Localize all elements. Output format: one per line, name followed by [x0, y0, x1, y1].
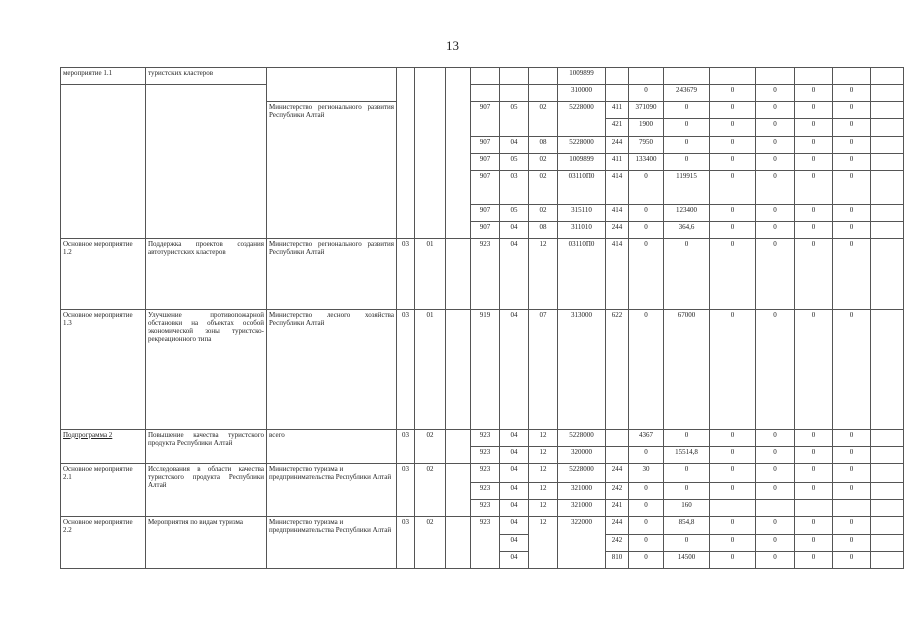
- row-label: Подпрограмма 2: [61, 429, 146, 463]
- value-cell: 0: [710, 534, 756, 551]
- grbs-cell: 923: [471, 239, 500, 310]
- pr-cell: 12: [529, 464, 558, 483]
- value-cell: 0: [833, 205, 871, 222]
- value-cell: 0: [629, 309, 664, 429]
- value-cell: 0: [710, 153, 756, 170]
- csr-cell: 321000: [558, 483, 606, 500]
- pr-cell: 12: [529, 429, 558, 446]
- value-cell: 0: [629, 170, 664, 204]
- code-cell: 03: [397, 464, 415, 517]
- value-cell: [871, 68, 904, 85]
- vr-cell: 622: [606, 309, 629, 429]
- pr-cell: 12: [529, 446, 558, 463]
- value-cell: 0: [629, 205, 664, 222]
- value-cell: 119915: [664, 170, 710, 204]
- value-cell: [871, 500, 904, 517]
- pr-cell: 12: [529, 483, 558, 500]
- value-cell: 0: [833, 429, 871, 446]
- code-cell: 03: [397, 309, 415, 429]
- value-cell: 4367: [629, 429, 664, 446]
- vr-cell: 414: [606, 239, 629, 310]
- table-row: [61, 464, 904, 483]
- table-row: [61, 239, 904, 310]
- value-cell: 0: [710, 446, 756, 463]
- value-cell: 0: [833, 119, 871, 136]
- value-cell: 0: [795, 464, 833, 483]
- value-cell: 0: [833, 551, 871, 568]
- value-cell: 0: [629, 517, 664, 534]
- value-cell: 0: [756, 153, 795, 170]
- value-cell: 0: [629, 446, 664, 463]
- value-cell: 15514,8: [664, 446, 710, 463]
- value-cell: [871, 170, 904, 204]
- value-cell: [664, 68, 710, 85]
- value-cell: 0: [710, 170, 756, 204]
- value-cell: 0: [795, 222, 833, 239]
- value-cell: 67000: [664, 309, 710, 429]
- pr-cell: 07: [529, 309, 558, 429]
- value-cell: 0: [833, 446, 871, 463]
- csr-cell: 310000: [558, 85, 606, 102]
- value-cell: 133400: [629, 153, 664, 170]
- row-label: Основное мероприятие 2.2: [61, 517, 146, 569]
- vr-cell: 414: [606, 170, 629, 204]
- value-cell: [871, 309, 904, 429]
- row-description: Мероприятия по видам туризма: [146, 517, 267, 569]
- vr-cell: [606, 429, 629, 446]
- grbs-cell: 923: [471, 483, 500, 500]
- rz-cell: 04: [500, 464, 529, 483]
- value-cell: [871, 85, 904, 102]
- value-cell: 0: [795, 119, 833, 136]
- value-cell: 0: [795, 153, 833, 170]
- value-cell: [871, 483, 904, 500]
- rz-cell: 04: [500, 534, 529, 551]
- value-cell: 7950: [629, 136, 664, 153]
- vr-cell: 244: [606, 464, 629, 483]
- vr-cell: 242: [606, 483, 629, 500]
- value-cell: 0: [833, 309, 871, 429]
- row-label: Основное мероприятие 2.1: [61, 464, 146, 517]
- grbs-cell: 923: [471, 446, 500, 463]
- csr-cell: 5228000: [558, 136, 606, 153]
- vr-cell: 810: [606, 551, 629, 568]
- value-cell: 0: [795, 239, 833, 310]
- vr-cell: 411: [606, 102, 629, 119]
- grbs-cell: 907: [471, 153, 500, 170]
- value-cell: [871, 102, 904, 119]
- grbs-cell: 923: [471, 429, 500, 446]
- value-cell: [871, 517, 904, 534]
- value-cell: 0: [833, 239, 871, 310]
- value-cell: 0: [833, 534, 871, 551]
- value-cell: 854,8: [664, 517, 710, 534]
- row-label: Основное мероприятие 1.2: [61, 239, 146, 310]
- responsible-cell: Министерство регионального развития Республики Алтай: [267, 239, 397, 310]
- value-cell: 371090: [629, 102, 664, 119]
- rz-cell: 04: [500, 429, 529, 446]
- value-cell: 0: [833, 102, 871, 119]
- value-cell: [871, 205, 904, 222]
- csr-cell: 5228000: [558, 429, 606, 446]
- value-cell: 0: [756, 239, 795, 310]
- grbs-cell: 923: [471, 500, 500, 517]
- row-label: [61, 85, 146, 239]
- row-description: Поддержка проектов создания автотуристских кластеров: [146, 239, 267, 310]
- value-cell: [629, 68, 664, 85]
- table-row: [61, 517, 904, 534]
- csr-cell: 5228000: [558, 464, 606, 483]
- value-cell: 0: [710, 119, 756, 136]
- value-cell: 0: [833, 136, 871, 153]
- rz-cell: 03: [500, 170, 529, 204]
- csr-cell: 5228000: [558, 102, 606, 136]
- row-label: мероприятие 1.1: [61, 68, 146, 85]
- value-cell: 0: [629, 239, 664, 310]
- value-cell: 0: [756, 534, 795, 551]
- value-cell: 0: [710, 483, 756, 500]
- value-cell: 0: [629, 222, 664, 239]
- code-cell: [446, 517, 471, 569]
- pr-cell: [529, 85, 558, 102]
- value-cell: [871, 119, 904, 136]
- value-cell: 0: [756, 136, 795, 153]
- grbs-cell: 907: [471, 222, 500, 239]
- pr-cell: 02: [529, 102, 558, 136]
- value-cell: 0: [756, 551, 795, 568]
- value-cell: 0: [795, 429, 833, 446]
- vr-cell: [606, 85, 629, 102]
- pr-cell: 08: [529, 136, 558, 153]
- rz-cell: 05: [500, 153, 529, 170]
- vr-cell: [606, 68, 629, 85]
- code-cell: 03: [397, 429, 415, 463]
- responsible-cell: Министерство лесного хозяйства Республики Алтай: [267, 309, 397, 429]
- csr-cell: 03110П0: [558, 239, 606, 310]
- value-cell: 0: [664, 153, 710, 170]
- grbs-cell: 923: [471, 517, 500, 569]
- code-cell: 03: [397, 517, 415, 569]
- value-cell: 0: [833, 464, 871, 483]
- csr-cell: 321000: [558, 500, 606, 517]
- row-description: туристских кластеров: [146, 68, 267, 85]
- value-cell: 0: [710, 102, 756, 119]
- grbs-cell: 923: [471, 464, 500, 483]
- csr-cell: 315110: [558, 205, 606, 222]
- value-cell: 0: [756, 446, 795, 463]
- table-row: [61, 429, 904, 446]
- value-cell: [871, 551, 904, 568]
- vr-cell: 244: [606, 517, 629, 534]
- vr-cell: [606, 446, 629, 463]
- value-cell: 123400: [664, 205, 710, 222]
- value-cell: 0: [629, 551, 664, 568]
- value-cell: 0: [795, 205, 833, 222]
- value-cell: 0: [833, 170, 871, 204]
- rz-cell: 04: [500, 517, 529, 534]
- pr-cell: 02: [529, 153, 558, 170]
- row-description: Улучшение противопожарной обстановки на объектах особой экономической зоны туристско-рекреационного типа: [146, 309, 267, 429]
- value-cell: [871, 239, 904, 310]
- csr-cell: 322000: [558, 517, 606, 569]
- code-cell: 02: [415, 429, 446, 463]
- value-cell: 0: [756, 309, 795, 429]
- table-row: [61, 68, 904, 85]
- value-cell: [871, 222, 904, 239]
- value-cell: 0: [756, 170, 795, 204]
- value-cell: 0: [795, 551, 833, 568]
- code-cell: [397, 68, 415, 239]
- csr-cell: 1009899: [558, 68, 606, 85]
- value-cell: 0: [710, 205, 756, 222]
- program-table: [60, 67, 904, 569]
- vr-cell: 244: [606, 136, 629, 153]
- vr-cell: 242: [606, 534, 629, 551]
- value-cell: 1900: [629, 119, 664, 136]
- value-cell: 0: [795, 517, 833, 534]
- value-cell: [871, 464, 904, 483]
- value-cell: 0: [629, 85, 664, 102]
- value-cell: [756, 500, 795, 517]
- grbs-cell: [471, 68, 500, 85]
- value-cell: 0: [795, 534, 833, 551]
- value-cell: [833, 68, 871, 85]
- value-cell: [795, 500, 833, 517]
- value-cell: 0: [710, 464, 756, 483]
- value-cell: 0: [833, 85, 871, 102]
- value-cell: 0: [756, 85, 795, 102]
- value-cell: 0: [795, 85, 833, 102]
- value-cell: 160: [664, 500, 710, 517]
- value-cell: 0: [710, 429, 756, 446]
- grbs-cell: 907: [471, 170, 500, 204]
- program-table-container: [60, 67, 892, 569]
- pr-cell: 12: [529, 517, 558, 569]
- value-cell: 0: [629, 483, 664, 500]
- value-cell: [710, 68, 756, 85]
- value-cell: 0: [756, 119, 795, 136]
- value-cell: [871, 534, 904, 551]
- vr-cell: 414: [606, 205, 629, 222]
- value-cell: 0: [756, 517, 795, 534]
- code-cell: 01: [415, 309, 446, 429]
- code-cell: [446, 309, 471, 429]
- rz-cell: 04: [500, 551, 529, 568]
- pr-cell: [529, 68, 558, 85]
- value-cell: [795, 68, 833, 85]
- value-cell: 0: [664, 239, 710, 310]
- vr-cell: 244: [606, 222, 629, 239]
- value-cell: 0: [664, 464, 710, 483]
- value-cell: [871, 136, 904, 153]
- vr-cell: 411: [606, 153, 629, 170]
- rz-cell: 04: [500, 500, 529, 517]
- value-cell: 0: [710, 222, 756, 239]
- value-cell: 0: [756, 102, 795, 119]
- page-number: 13: [446, 38, 459, 53]
- value-cell: 0: [756, 222, 795, 239]
- rz-cell: 04: [500, 239, 529, 310]
- value-cell: 243679: [664, 85, 710, 102]
- value-cell: 0: [833, 517, 871, 534]
- pr-cell: 12: [529, 500, 558, 517]
- value-cell: 0: [710, 239, 756, 310]
- value-cell: 0: [664, 534, 710, 551]
- responsible-cell: [267, 68, 397, 102]
- pr-cell: 12: [529, 239, 558, 310]
- value-cell: 0: [833, 483, 871, 500]
- value-cell: 0: [710, 517, 756, 534]
- vr-cell: 421: [606, 119, 629, 136]
- grbs-cell: [471, 85, 500, 102]
- value-cell: 0: [795, 483, 833, 500]
- row-description: Повышение качества туристского продукта Республики Алтай: [146, 429, 267, 463]
- responsible-cell: всего: [267, 429, 397, 463]
- code-cell: [415, 68, 446, 239]
- grbs-cell: 907: [471, 205, 500, 222]
- row-description: Исследования в области качества туристского продукта Республики Алтай: [146, 464, 267, 517]
- value-cell: 0: [629, 500, 664, 517]
- value-cell: 0: [664, 136, 710, 153]
- value-cell: [871, 153, 904, 170]
- rz-cell: 05: [500, 205, 529, 222]
- table-row: [61, 309, 904, 429]
- pr-cell: 02: [529, 205, 558, 222]
- value-cell: 0: [756, 429, 795, 446]
- responsible-cell: Министерство туризма и предпринимательства Республики Алтай: [267, 517, 397, 569]
- value-cell: 0: [795, 170, 833, 204]
- code-cell: 01: [415, 239, 446, 310]
- rz-cell: [500, 85, 529, 102]
- code-cell: [446, 68, 471, 239]
- rz-cell: [500, 68, 529, 85]
- value-cell: 0: [629, 534, 664, 551]
- code-cell: [446, 464, 471, 517]
- value-cell: 0: [664, 119, 710, 136]
- code-cell: 02: [415, 464, 446, 517]
- value-cell: [833, 500, 871, 517]
- value-cell: 30: [629, 464, 664, 483]
- value-cell: 14500: [664, 551, 710, 568]
- value-cell: [871, 429, 904, 446]
- value-cell: 0: [710, 85, 756, 102]
- value-cell: [710, 500, 756, 517]
- value-cell: 0: [710, 551, 756, 568]
- code-cell: [446, 239, 471, 310]
- csr-cell: 313000: [558, 309, 606, 429]
- value-cell: 0: [795, 446, 833, 463]
- value-cell: 0: [795, 136, 833, 153]
- rz-cell: 04: [500, 446, 529, 463]
- grbs-cell: 907: [471, 136, 500, 153]
- value-cell: 0: [795, 309, 833, 429]
- code-cell: [446, 429, 471, 463]
- rz-cell: 04: [500, 309, 529, 429]
- csr-cell: 1009899: [558, 153, 606, 170]
- value-cell: 364,6: [664, 222, 710, 239]
- code-cell: 02: [415, 517, 446, 569]
- value-cell: 0: [756, 483, 795, 500]
- value-cell: 0: [833, 222, 871, 239]
- grbs-cell: 919: [471, 309, 500, 429]
- responsible-cell: Министерство туризма и предпринимательства Республики Алтай: [267, 464, 397, 517]
- csr-cell: 320000: [558, 446, 606, 463]
- csr-cell: 03110П0: [558, 170, 606, 204]
- row-label: Основное мероприятие 1.3: [61, 309, 146, 429]
- value-cell: 0: [664, 429, 710, 446]
- value-cell: 0: [664, 483, 710, 500]
- vr-cell: 241: [606, 500, 629, 517]
- pr-cell: 02: [529, 170, 558, 204]
- table-row: [61, 85, 904, 102]
- rz-cell: 04: [500, 136, 529, 153]
- code-cell: 03: [397, 239, 415, 310]
- value-cell: 0: [664, 102, 710, 119]
- value-cell: 0: [710, 309, 756, 429]
- value-cell: 0: [795, 102, 833, 119]
- value-cell: [756, 68, 795, 85]
- rz-cell: 04: [500, 222, 529, 239]
- value-cell: 0: [756, 205, 795, 222]
- grbs-cell: 907: [471, 102, 500, 136]
- rz-cell: 04: [500, 483, 529, 500]
- csr-cell: 311010: [558, 222, 606, 239]
- value-cell: [871, 446, 904, 463]
- row-description: [146, 85, 267, 239]
- value-cell: 0: [833, 153, 871, 170]
- value-cell: 0: [710, 136, 756, 153]
- responsible-cell: Министерство регионального развития Республики Алтай: [267, 102, 397, 239]
- pr-cell: 08: [529, 222, 558, 239]
- value-cell: 0: [756, 464, 795, 483]
- rz-cell: 05: [500, 102, 529, 136]
